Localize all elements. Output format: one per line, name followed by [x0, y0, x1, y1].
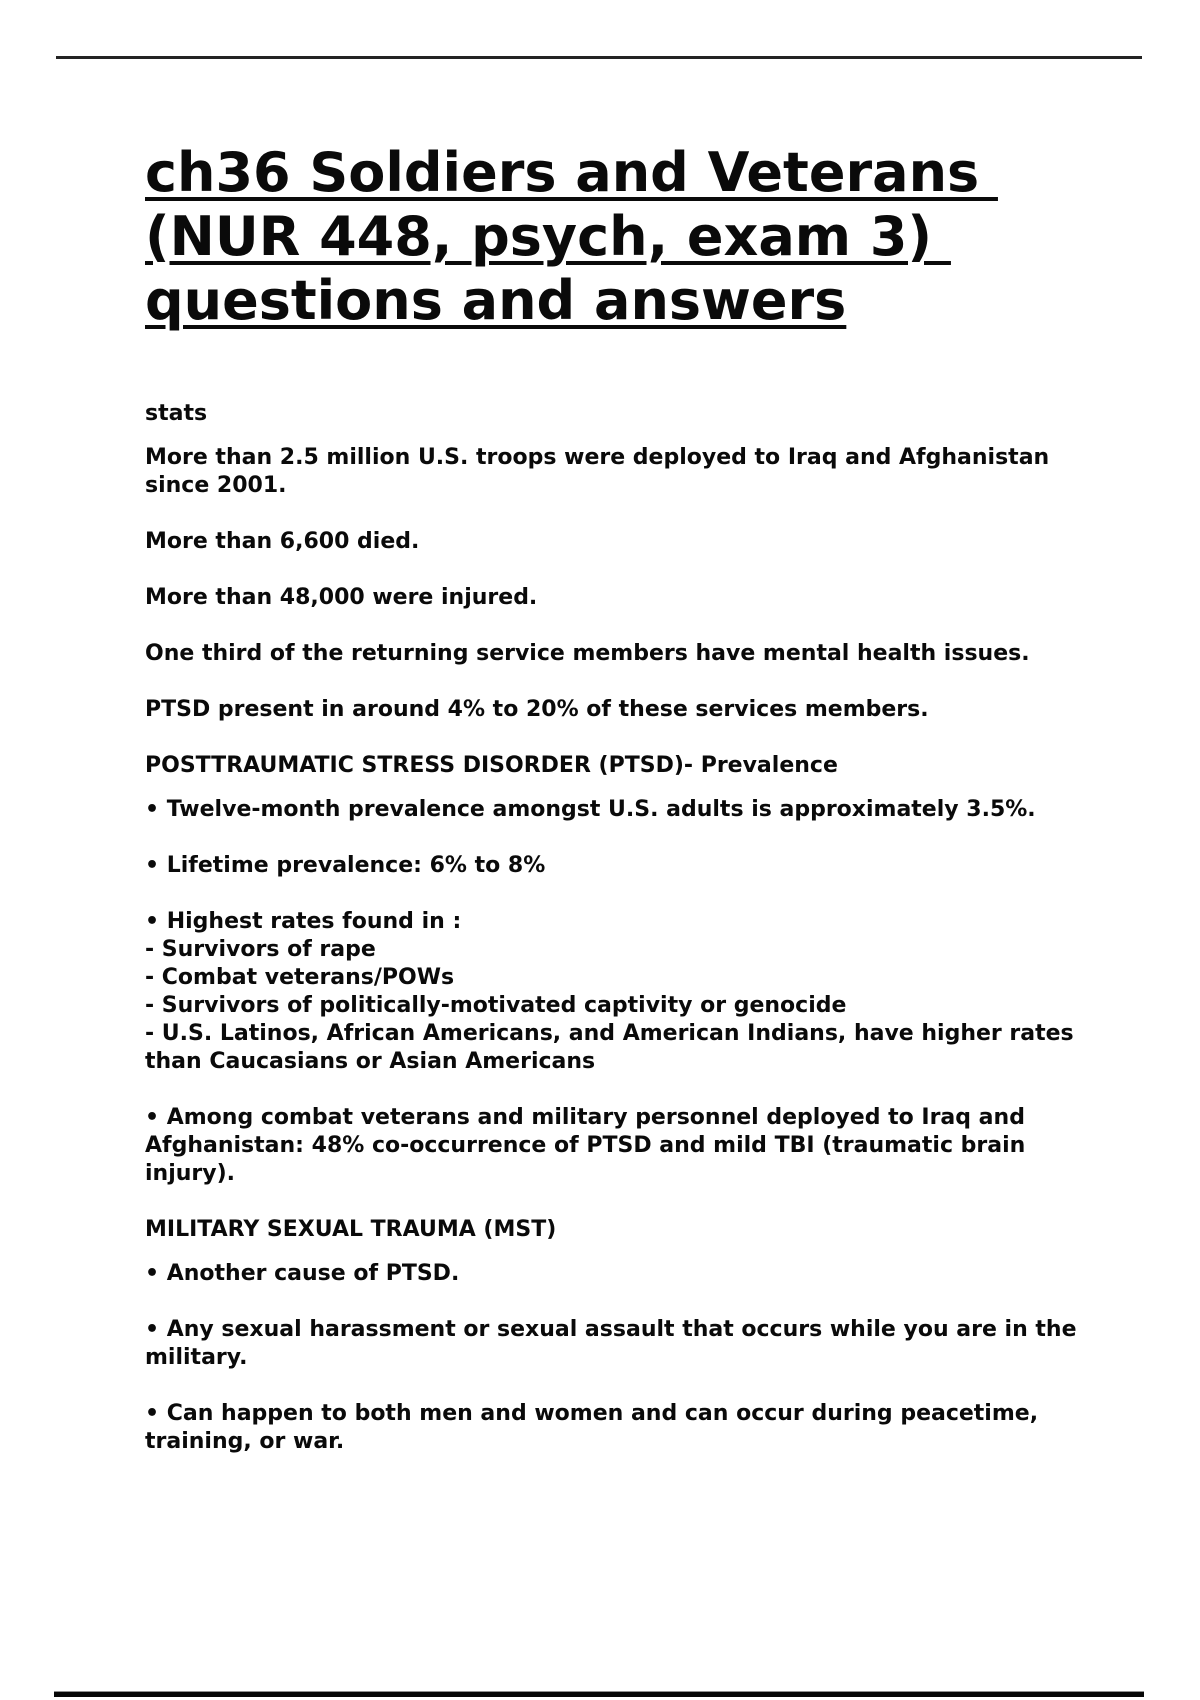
paragraph-mental-health: One third of the returning service members have mental health issues.	[145, 641, 1030, 666]
page-title-line-1: ch36 Soldiers and Veterans	[145, 141, 998, 204]
bullet-highest-rates: • Highest rates found in :	[145, 909, 462, 934]
page-title-line-2: (NUR 448, psych, exam 3)	[145, 205, 951, 268]
paragraph-deployed: More than 2.5 million U.S. troops were deployed to Iraq and Afghanistan since 2001.	[145, 445, 1050, 498]
bullet-sexual-harassment: • Any sexual harassment or sexual assault that occurs while you are in the military.	[145, 1317, 1077, 1370]
bottom-horizontal-rule	[54, 1691, 1144, 1697]
list-item-survivors-rape: - Survivors of rape	[145, 937, 376, 962]
bullet-another-cause: • Another cause of PTSD.	[145, 1261, 460, 1286]
bullet-can-happen: • Can happen to both men and women and can occur during peacetime, training, or war.	[145, 1401, 1039, 1454]
paragraph-died: More than 6,600 died.	[145, 529, 420, 554]
bullet-among-combat-veterans: • Among combat veterans and military personnel deployed to Iraq and Afghanistan: 48% co-occurrence of PTSD and mild TBI (traumatic brain injury).	[145, 1105, 1026, 1186]
bullet-highest-rates-group	[145, 908, 1080, 1076]
paragraph-injured: More than 48,000 were injured.	[145, 585, 538, 610]
bullet-lifetime-prevalence: • Lifetime prevalence: 6% to 8%	[145, 853, 546, 878]
list-item-survivors-captivity: - Survivors of politically-motivated captivity or genocide	[145, 993, 847, 1018]
list-item-combat-veterans: - Combat veterans/POWs	[145, 965, 455, 990]
page-title-line-3: questions and answers	[145, 269, 847, 332]
page-title	[145, 0, 1080, 333]
paragraph-ptsd-present: PTSD present in around 4% to 20% of these services members.	[145, 697, 929, 722]
section-heading-mst: MILITARY SEXUAL TRAUMA (MST)	[145, 1217, 557, 1242]
section-heading-stats: stats	[145, 401, 208, 426]
bullet-twelve-month-prevalence: • Twelve-month prevalence amongst U.S. adults is approximately 3.5%.	[145, 797, 1036, 822]
list-item-ethnic-rates: - U.S. Latinos, African Americans, and American Indians, have higher rates than Caucasians or Asian Americans	[145, 1021, 1074, 1074]
document-body	[145, 400, 1080, 1456]
section-heading-ptsd-prevalence: POSTTRAUMATIC STRESS DISORDER (PTSD)- Prevalence	[145, 753, 838, 778]
document-content	[145, 0, 1080, 1484]
